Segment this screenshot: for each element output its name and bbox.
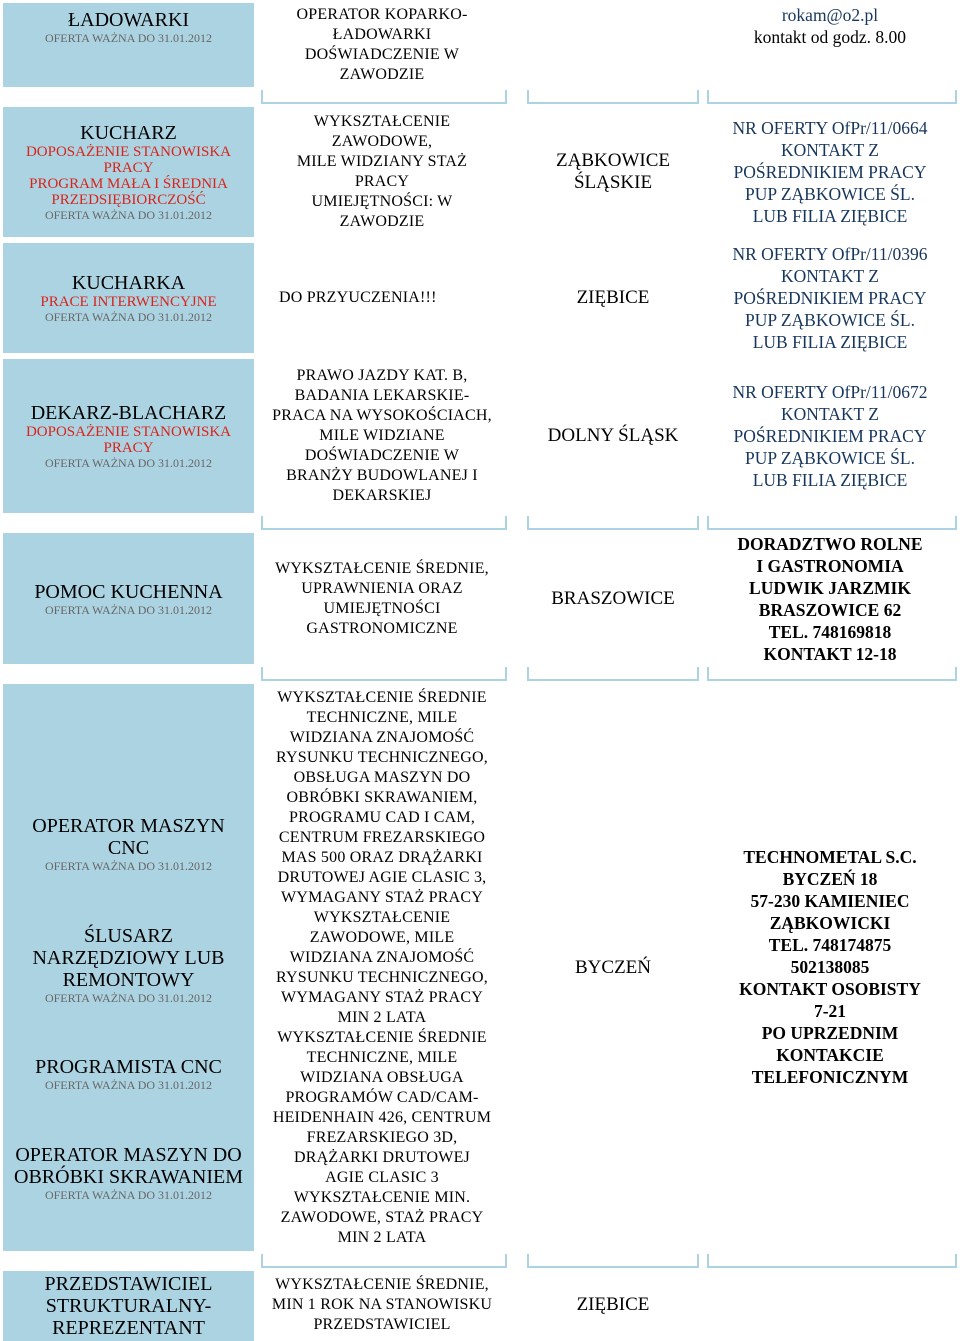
contact-line: LUB FILIA ZIĘBICE [752,206,908,226]
req-line: ZAWODOWE, STAŻ PRACY [280,1208,484,1226]
req-line: BADANIA LEKARSKIE- [294,387,470,404]
contact-line: 57-230 KAMIENIEC [750,891,910,911]
requirements-cell [261,681,503,1254]
contact-cell [707,681,953,1254]
req-line: AGIE CLASIC 3 [325,1168,439,1186]
job-title: STRUKTURALNY- [45,1295,212,1317]
req-line: ZAWODZIE [339,213,425,230]
contact-line: POŚREDNIKIEM PRACY [733,426,927,446]
job-cell [0,0,257,90]
separator-strip [261,1254,507,1268]
req-line: WIDZIANA ZNAJOMOŚĆ [289,948,475,966]
contact-line: BRASZOWICE 62 [758,599,902,620]
req-line: CENTRUM FREZARSKIEGO [278,828,486,846]
req-line: PRACA NA WYSOKOŚCIACH, [272,407,492,424]
job-cell [0,356,257,516]
job-title: PROGRAMISTA CNC [35,1056,222,1079]
job-title: PRZEDSTAWICIEL [44,1273,213,1295]
contact-line: TECHNOMETAL S.C. [743,847,917,867]
row-technometal [0,681,960,1254]
separator-strip [261,667,507,681]
req-line: WIDZIANA ZNAJOMOŚĆ [289,728,475,746]
separator-strip [707,1254,957,1268]
req-line: PROGRAMU CAD I CAM, [288,808,476,826]
contact-line: TEL. 748169818 [768,621,892,642]
job-block [35,1056,222,1092]
job-title: REPREZENTANT [52,1317,205,1339]
contact-line: I GASTRONOMIA [756,555,904,576]
req-line: FREZARSKIEGO 3D, [306,1128,458,1146]
location-line: BRASZOWICE [551,587,675,609]
separator-strip [707,516,957,530]
location-line: ŚLĄSKIE [573,172,653,193]
separator-strip [261,516,507,530]
separator-strip [527,516,699,530]
req-line: TECHNICZNE, MILE [306,708,458,726]
location-line: DOLNY ŚLĄSK [547,425,679,446]
contact-cell [707,240,953,356]
requirements-cell [261,1268,503,1341]
contact-line: POŚREDNIKIEM PRACY [733,288,927,308]
job-title: DEKARZ-BLACHARZ [30,402,227,424]
req-line: BRANŻY BUDOWLANEJ I [286,467,478,484]
req-line: OBSŁUGA MASZYN DO [293,768,471,786]
contact-line: KONTAKT Z [781,140,879,160]
offer-number: NR OFERTY OfPr/11/0664 [732,118,928,138]
req-line: MILE WIDZIANE [319,427,445,444]
row-kucharka [0,240,960,356]
validity-note: OFERTA WAŻNA DO 31.01.2012 [44,1187,213,1202]
req-line: UMIEJĘTNOŚCI: W [311,193,453,210]
job-title: POMOC KUCHENNA [34,580,223,603]
job-title: ŚLUSARZ [84,924,173,947]
req-line: WYMAGANY STAŻ PRACY [281,888,483,906]
contact-hours: kontakt od godz. 8.00 [753,27,907,47]
req-line: MIN 2 LATA [337,1228,427,1246]
separator-strip [707,90,957,104]
req-line: PRACY [354,173,410,190]
program-note: DOPOSAŻENIE STANOWISKA [25,144,232,160]
job-title: NARZĘDZIOWY LUB [32,946,225,969]
requirements-cell [261,240,503,356]
separator-strip [527,1254,699,1268]
contact-line: PUP ZĄBKOWICE ŚL. [745,184,915,204]
contact-cell [707,530,953,667]
req-line: ZAWODZIE [339,66,425,83]
job-cell [0,240,257,356]
offer-number: NR OFERTY OfPr/11/0396 [732,244,928,264]
req-line: TECHNICZNE, MILE [306,1048,458,1066]
contact-cell [707,0,953,90]
req-line: DEKARSKIEJ [332,487,432,504]
program-note: DOPOSAŻENIE STANOWISKA [25,424,232,440]
requirements-cell [261,356,503,516]
contact-line: PUP ZĄBKOWICE ŚL. [745,448,915,468]
program-note: PRACY [103,440,154,456]
validity-note: OFERTA WAŻNA DO 31.01.2012 [44,31,213,45]
req-line: OBRÓBKI SKRAWANIEM, [286,788,478,806]
program-note: PRZEDSIĘBIORCZOŚĆ [51,192,206,208]
req-line: HEIDENHAIN 426, CENTRUM [272,1108,492,1126]
job-title: KUCHARZ [80,122,177,144]
separator-strip [707,667,957,681]
req-line: UPRAWNIENIA ORAZ [301,579,463,597]
contact-line: KONTAKT Z [781,404,879,424]
location-cell [527,240,699,356]
job-cell [0,104,257,240]
req-line: RYSUNKU TECHNICZNEGO, [276,968,488,986]
location-cell [527,530,699,667]
job-title: OPERATOR MASZYN [32,815,225,838]
req-line: WYKSZTAŁCENIE ŚREDNIE [277,1028,487,1046]
req-line: PROGRAMÓW CAD/CAM- [285,1088,479,1106]
req-line: WYKSZTAŁCENIE [313,908,451,926]
req-line: WYMAGANY STAŻ PRACY [281,988,483,1006]
validity-note: OFERTA WAŻNA DO 31.01.2012 [44,456,213,470]
job-title: OPERATOR MASZYN DO [15,1143,242,1166]
contact-line: BYCZEŃ 18 [782,869,878,889]
location-line: ZIĘBICE [576,287,650,308]
req-line: MAS 500 ORAZ DRĄŻARKI [281,848,483,866]
req-line: DOŚWIADCZENIE W [304,447,460,464]
contact-line: KONTAKCIE [776,1045,884,1065]
req-line: MIN 2 LATA [337,1008,427,1026]
offer-number: NR OFERTY OfPr/11/0672 [732,382,928,402]
row-przedstawiciel [0,1268,960,1341]
job-cell [0,530,257,667]
validity-note: OFERTA WAŻNA DO 31.01.2012 [44,1078,213,1093]
contact-line: POŚREDNIKIEM PRACY [733,162,927,182]
contact-line: KONTAKT 12-18 [763,643,897,664]
location-cell [527,104,699,240]
row-kucharz [0,104,960,240]
contact-line: PUP ZĄBKOWICE ŚL. [745,310,915,330]
req-line: OPERATOR KOPARKO- [296,6,468,23]
req-line: PRAWO JAZDY KAT. B, [296,367,468,384]
contact-line: 7-21 [813,1001,847,1021]
requirements-cell [261,530,503,667]
job-title: ŁADOWARKI [67,9,190,31]
validity-note: OFERTA WAŻNA DO 31.01.2012 [44,859,213,874]
requirements-cell [261,104,503,240]
job-title: REMONTOWY [62,968,195,991]
row-ladowarki [0,0,960,90]
job-block [32,925,224,1005]
location-line: BYCZEŃ [575,956,651,978]
validity-note: OFERTA WAŻNA DO 31.01.2012 [44,990,213,1005]
contact-line: PO UPRZEDNIM [761,1023,899,1043]
validity-note: OFERTA WAŻNA DO 31.01.2012 [44,310,213,324]
separator-strip [527,667,699,681]
location-line: ZĄBKOWICE [556,150,670,171]
req-line: WYKSZTAŁCENIE MIN. [293,1188,471,1206]
contact-line: DORADZTWO ROLNE [737,533,923,554]
req-line: WYKSZTAŁCENIE ŚREDNIE, [275,1275,489,1293]
req-line: ZAWODOWE, MILE [309,928,455,946]
program-note: PRACY [103,160,154,176]
req-line: MILE WIDZIANY STAŻ [296,153,468,170]
req-line: WIDZIANA OBSŁUGA [300,1068,464,1086]
location-line: ZIĘBICE [576,1293,650,1315]
location-cell [527,681,699,1254]
req-line: GASTRONOMICZNE [306,619,458,637]
program-note: PRACE INTERWENCYJNE [40,294,217,310]
validity-note: OFERTA WAŻNA DO 31.01.2012 [44,208,213,222]
req-line: PRZEDSTAWICIEL [313,1315,451,1333]
contact-line: LUDWIK JARZMIK [749,577,911,598]
contact-line: 502138085 [790,957,870,977]
job-title: KUCHARKA [71,272,186,294]
contact-cell [707,356,953,516]
req-line: UMIEJĘTNOŚCI [323,599,441,617]
contact-line: TELEFONICZNYM [751,1067,909,1087]
row-dekarz [0,356,960,516]
req-line: MIN 1 ROK NA STANOWISKU [271,1295,493,1313]
program-note: PROGRAM MAŁA I ŚREDNIA [29,176,228,192]
job-block [32,815,224,873]
job-title: OBRÓBKI SKRAWANIEM [14,1165,243,1188]
contact-line: TEL. 748174875 [768,935,892,955]
job-cell [0,681,257,1254]
job-cell [0,1268,257,1341]
req-line: WYKSZTAŁCENIE [313,113,451,130]
req-line: DRUTOWEJ AGIE CLASIC 3, [277,868,487,886]
req-line: ŁADOWARKI [332,26,432,43]
contact-line: LUB FILIA ZIĘBICE [752,332,908,352]
row-pomoc-kuchenna [0,530,960,667]
req-line: WYKSZTAŁCENIE ŚREDNIE, [275,559,489,577]
contact-cell [707,104,953,240]
req-line: WYKSZTAŁCENIE ŚREDNIE [277,688,487,706]
contact-line: KONTAKT OSOBISTY [739,979,921,999]
job-block [14,1144,243,1202]
requirements-cell [261,0,503,90]
location-cell [527,356,699,516]
contact-line: LUB FILIA ZIĘBICE [752,470,908,490]
contact-line: KONTAKT Z [781,266,879,286]
req-line: DRĄŻARKI DRUTOWEJ [294,1148,470,1166]
location-cell [527,1268,699,1341]
separator-strip [261,90,507,104]
validity-note: OFERTA WAŻNA DO 31.01.2012 [44,602,213,617]
separator-strip [527,90,699,104]
job-title: CNC [107,837,150,860]
req-line: DO PRZYUCZENIA!!! [279,289,437,306]
req-line: RYSUNKU TECHNICZNEGO, [276,748,488,766]
contact-line: ZĄBKOWICKI [769,913,891,933]
req-line: ZAWODOWE, [331,133,433,150]
email-link[interactable]: rokam@o2.pl [781,5,879,25]
req-line: DOŚWIADCZENIE W [304,46,460,63]
